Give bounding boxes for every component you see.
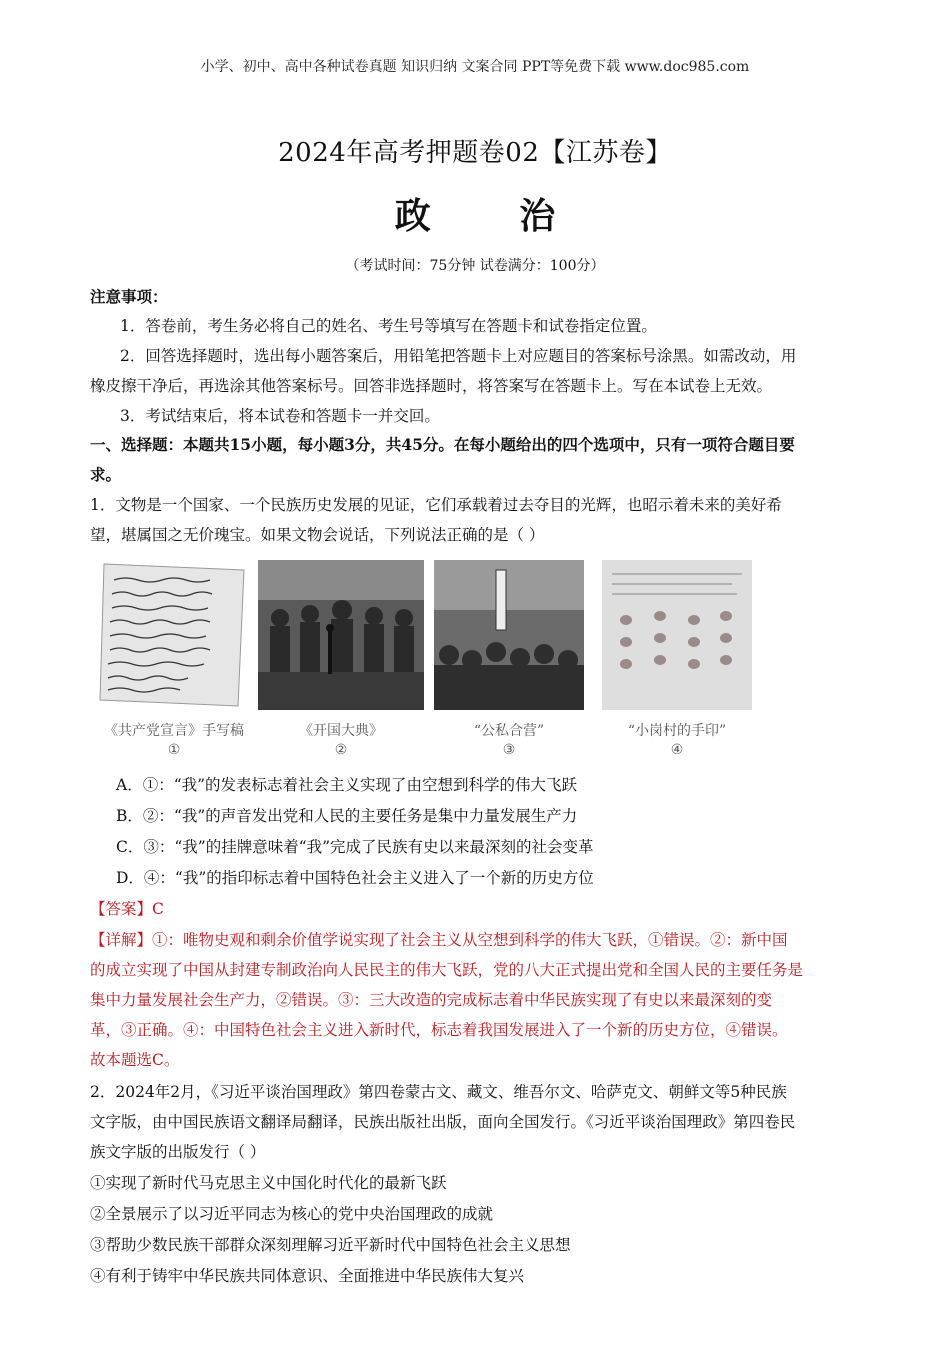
figure-caption: “公私合营” bbox=[473, 723, 545, 739]
explanation-line: 的成立实现了中国从封建专制政治向人民民主的伟大飞跃，党的八大正式提出党和全国人民的主要任务是 bbox=[90, 961, 804, 979]
question-2-item: ④有利于铸牢中华民族共同体意识、全面推进中华民族伟大复兴 bbox=[90, 1267, 525, 1285]
exam-title: 2024年高考押题卷02【江苏卷】 bbox=[278, 138, 672, 168]
question-2-item: ②全景展示了以习近平同志为核心的党中央治国理政的成就 bbox=[90, 1205, 494, 1223]
section-heading: 一、选择题：本题共15小题，每小题3分，共45分。在每小题给出的四个选项中，只有一项符合题目要 bbox=[90, 435, 795, 454]
figure-xiaogang-handprints bbox=[602, 560, 752, 710]
notice-item: 3．考试结束后，将本试卷和答题卡一并交回。 bbox=[120, 407, 440, 425]
figure-number: ④ bbox=[670, 742, 684, 758]
explanation-line: 集中力量发展社会生产力，②错误。③：三大改造的完成标志着中华民族实现了有史以来最深刻的变 bbox=[90, 991, 773, 1009]
answer-label: 【答案】C bbox=[90, 900, 164, 918]
figure-caption: “小岗村的手印” bbox=[627, 723, 727, 739]
founding-ceremony-image bbox=[258, 560, 424, 710]
figure-manuscript bbox=[98, 560, 248, 710]
exam-info: （考试时间：75分钟 试卷满分：100分） bbox=[345, 258, 605, 274]
option-d: D．④：“我”的指印标志着中国特色社会主义进入了一个新的历史方位 bbox=[116, 869, 594, 887]
question-2-stem: 2．2024年2月，《习近平谈治国理政》第四卷蒙古文、藏文、维吾尔文、哈萨克文、朝鲜文等5种民族 bbox=[90, 1083, 787, 1101]
question-2-item: ③帮助少数民族干部群众深刻理解习近平新时代中国特色社会主义思想 bbox=[90, 1236, 571, 1254]
explanation-line: 革，③正确。④：中国特色社会主义进入新时代，标志着我国发展进入了一个新的历史方位，④错误。 bbox=[90, 1021, 788, 1039]
option-a: A．①：“我”的发表标志着社会主义实现了由空想到科学的伟大飞跃 bbox=[116, 776, 578, 794]
question-1-stem-cont: 望，堪属国之无价瑰宝。如果文物会说话，下列说法正确的是（ ） bbox=[90, 526, 545, 544]
question-1-stem: 1．文物是一个国家、一个民族历史发展的见证，它们承载着过去夺目的光辉，也昭示着未来的美好希 bbox=[90, 496, 782, 514]
figure-caption: 《开国大典》 bbox=[299, 723, 383, 739]
subject-title: 政 治 bbox=[394, 195, 594, 237]
question-1-figures bbox=[94, 560, 774, 760]
figure-number: ② bbox=[334, 742, 348, 758]
explanation-line: 【详解】①：唯物史观和剩余价值学说实现了社会主义从空想到科学的伟大飞跃，①错误。②：新中国 bbox=[90, 931, 788, 949]
option-c: C．③：“我”的挂牌意味着“我”完成了民族有史以来最深刻的社会变革 bbox=[116, 838, 594, 856]
question-2-stem-cont: 族文字版的出版发行（ ） bbox=[90, 1143, 266, 1161]
question-2-item: ①实现了新时代马克思主义中国化时代化的最新飞跃 bbox=[90, 1174, 447, 1192]
question-2-stem-cont: 文字版，由中国民族语文翻译局翻译，民族出版社出版，面向全国发行。《习近平谈治国理政》第四卷民 bbox=[90, 1113, 796, 1131]
figure-public-private bbox=[434, 560, 584, 710]
manuscript-image bbox=[98, 560, 248, 710]
figure-caption: 《共产党宣言》手写稿 bbox=[104, 723, 244, 739]
page-header: 小学、初中、高中各种试卷真题 知识归纳 文案合同 PPT等免费下载 www.doc985.com bbox=[200, 59, 750, 75]
notice-item: 1．答卷前，考生务必将自己的姓名、考生号等填写在答题卡和试卷指定位置。 bbox=[120, 317, 657, 335]
notice-heading: 注意事项： bbox=[90, 287, 168, 306]
figure-founding-ceremony bbox=[258, 560, 424, 710]
figure-number: ① bbox=[167, 742, 181, 758]
option-b: B．②：“我”的声音发出党和人民的主要任务是集中力量发展生产力 bbox=[116, 807, 578, 825]
figure-number: ③ bbox=[502, 742, 516, 758]
section-heading-cont: 求。 bbox=[90, 465, 122, 484]
explanation-line: 故本题选C。 bbox=[90, 1051, 180, 1069]
notice-item: 橡皮擦干净后，再选涂其他答案标号。回答非选择题时，将答案写在答题卡上。写在本试卷上无效。 bbox=[90, 377, 773, 395]
public-private-image bbox=[434, 560, 584, 710]
notice-item: 2．回答选择题时，选出每小题答案后，用铅笔把答题卡上对应题目的答案标号涂黑。如需改动，用 bbox=[120, 347, 797, 365]
handprints-image bbox=[602, 560, 752, 710]
